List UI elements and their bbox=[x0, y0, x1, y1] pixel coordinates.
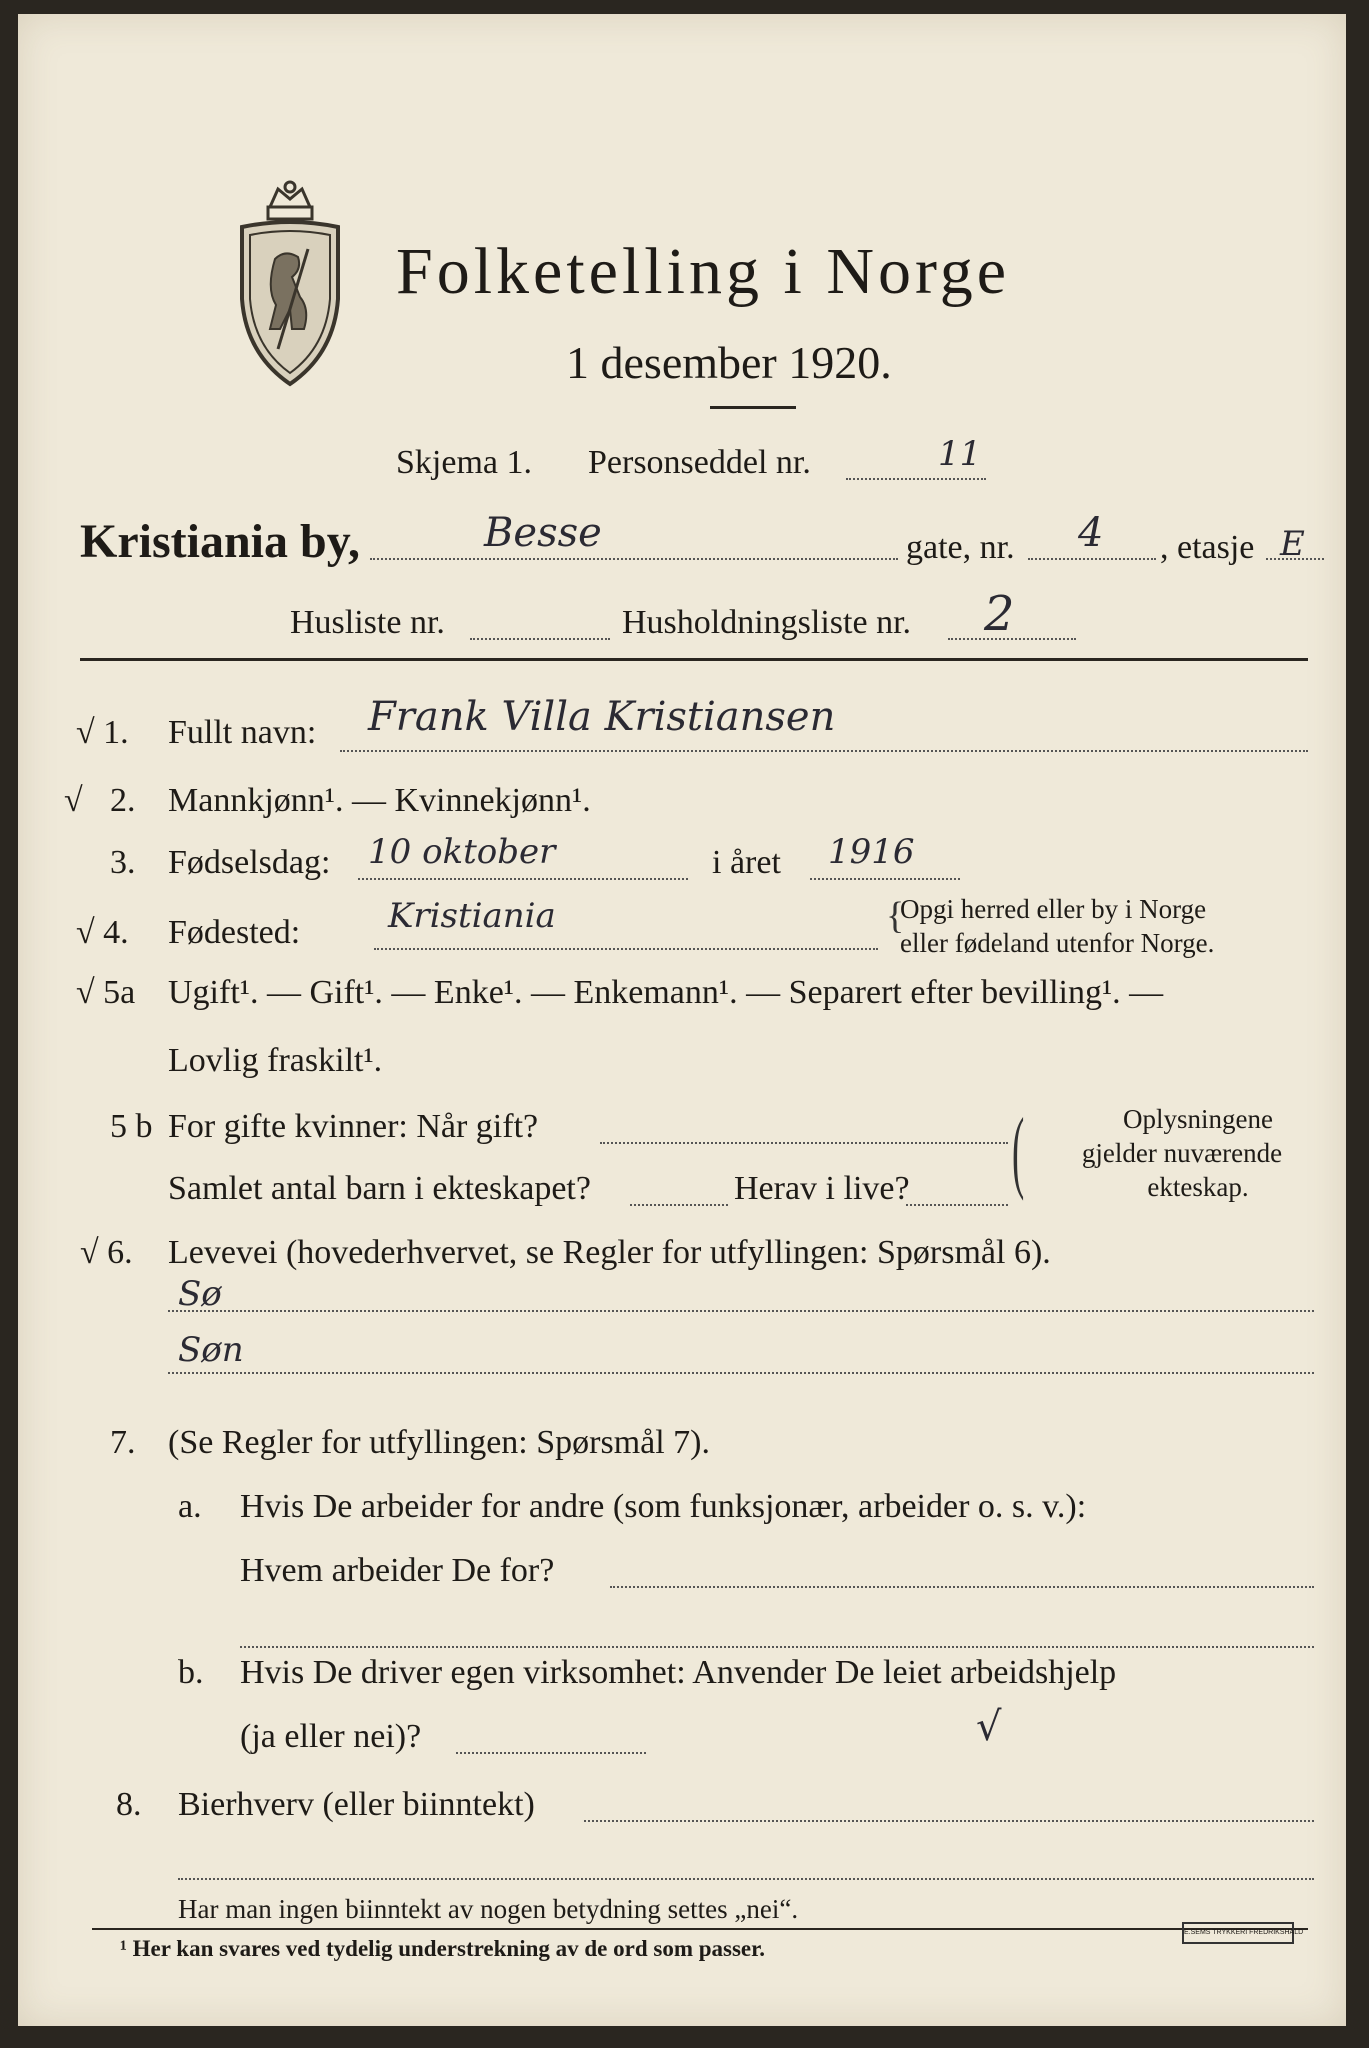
q4-value: Kristiania bbox=[388, 896, 556, 936]
q7b-text: Hvis De driver egen virksomhet: Anvender De leiet arbeidshjelp bbox=[240, 1654, 1117, 1691]
q6-line2 bbox=[168, 1372, 1314, 1374]
husliste-label: Husliste nr. bbox=[290, 604, 445, 641]
q7b-text2: (ja eller nei)? bbox=[240, 1718, 422, 1755]
q5b-line2 bbox=[630, 1204, 728, 1206]
q7a-text2: Hvem arbeider De for? bbox=[240, 1552, 555, 1589]
q3-year-line bbox=[810, 878, 960, 880]
q5a-number: √ 5a bbox=[76, 974, 136, 1011]
street-line bbox=[370, 558, 898, 560]
q7a-number: a. bbox=[178, 1488, 202, 1525]
form-date: 1 desember 1920. bbox=[566, 337, 892, 388]
gate-value: 4 bbox=[1078, 510, 1104, 556]
q6-value1: Sø bbox=[178, 1274, 222, 1314]
q1-number: √ 1. bbox=[76, 714, 129, 751]
q7b-number: b. bbox=[178, 1654, 204, 1691]
q4-number: √ 4. bbox=[76, 914, 129, 951]
coat-of-arms-icon bbox=[230, 179, 350, 389]
q7a-line2 bbox=[240, 1646, 1314, 1648]
etasje-value: E bbox=[1280, 524, 1305, 564]
husliste-line bbox=[470, 638, 610, 640]
q4-note1: Opgi herred eller by i Norge bbox=[900, 894, 1207, 924]
husholdning-label: Husholdningsliste nr. bbox=[622, 604, 912, 641]
q1-value: Frank Villa Kristiansen bbox=[368, 694, 836, 740]
q5b-note3: ekteskap. bbox=[1147, 1172, 1249, 1202]
footnote: ¹ Her kan svares ved tydelig understrekning av de ord som passer. bbox=[120, 1936, 765, 1961]
city-label: Kristiania by, bbox=[80, 515, 361, 568]
census-form bbox=[18, 14, 1346, 2026]
q8-number: 8. bbox=[116, 1786, 142, 1823]
q7-text: (Se Regler for utfyllingen: Spørsmål 7). bbox=[168, 1424, 711, 1461]
q8-line2 bbox=[178, 1878, 1314, 1880]
q8-text: Bierhverv (eller biinntekt) bbox=[178, 1786, 535, 1823]
husholdning-value: 2 bbox=[984, 586, 1015, 642]
q3-line bbox=[358, 878, 688, 880]
q8-line1 bbox=[584, 1820, 1314, 1822]
q5b-brace: ( bbox=[1012, 1099, 1025, 1201]
q6-line1 bbox=[168, 1310, 1314, 1312]
gate-line bbox=[1028, 558, 1156, 560]
q4-line bbox=[374, 948, 878, 950]
q5b-note2: gjelder nuværende bbox=[1081, 1138, 1283, 1168]
q4-brace: { bbox=[886, 895, 905, 937]
q5b-number: 5 b bbox=[110, 1108, 153, 1145]
q2-text: Mannkjønn¹. — Kvinnekjønn¹. bbox=[168, 782, 591, 819]
printer-stamp: E.SEMS TRYKKERI FREDRIKSHALD bbox=[1182, 1922, 1294, 1944]
q4-note2: eller fødeland utenfor Norge. bbox=[900, 928, 1215, 958]
q4-label: Fødested: bbox=[168, 914, 301, 951]
skjema-label: Skjema 1. bbox=[396, 444, 532, 481]
personseddel-value: 11 bbox=[938, 434, 982, 474]
q6-value2: Søn bbox=[178, 1330, 244, 1370]
q1-line bbox=[340, 750, 1308, 752]
q7b-line bbox=[456, 1752, 646, 1754]
q1-label: Fullt navn: bbox=[168, 714, 317, 751]
q3-year-value: 1916 bbox=[828, 832, 915, 872]
footer-divider bbox=[92, 1928, 1308, 1930]
q5a-text: Ugift¹. — Gift¹. — Enke¹. — Enkemann¹. — Separert efter bevilling¹. — bbox=[168, 974, 1164, 1011]
q3-year-label: i året bbox=[712, 844, 781, 881]
gate-label: gate, nr. bbox=[906, 529, 1015, 566]
q7a-line1 bbox=[610, 1586, 1314, 1588]
q5b-note1: Oplysningene bbox=[1123, 1104, 1273, 1134]
q5a-text2: Lovlig fraskilt¹. bbox=[168, 1042, 383, 1079]
q7-number: 7. bbox=[110, 1424, 136, 1461]
q2-number: 2. bbox=[110, 782, 136, 819]
form-title: Folketelling i Norge bbox=[396, 235, 1011, 308]
q6-text: Levevei (hovederhvervet, se Regler for utfyllingen: Spørsmål 6). bbox=[168, 1234, 1051, 1271]
personseddel-label: Personseddel nr. bbox=[588, 444, 811, 481]
personseddel-line bbox=[846, 478, 986, 480]
street-value: Besse bbox=[484, 510, 602, 556]
etasje-label: , etasje bbox=[1160, 529, 1255, 566]
q7b-value: √ bbox=[976, 1704, 1002, 1750]
q6-number: √ 6. bbox=[80, 1234, 133, 1271]
q3-label: Fødselsdag: bbox=[168, 844, 331, 881]
q5b-line1 bbox=[600, 1142, 1008, 1144]
q5b-line3 bbox=[906, 1204, 1008, 1206]
title-divider bbox=[710, 406, 796, 409]
q2-check: √ bbox=[64, 782, 83, 819]
q7a-text: Hvis De arbeider for andre (som funksjonær, arbeider o. s. v.): bbox=[240, 1488, 1087, 1525]
q3-value: 10 oktober bbox=[368, 832, 556, 872]
q3-number: 3. bbox=[110, 844, 136, 881]
header-divider bbox=[80, 658, 1308, 661]
footer-note: Har man ingen biinntekt av nogen betydning settes „nei“. bbox=[178, 1894, 799, 1924]
q5b-label2: Samlet antal barn i ekteskapet? bbox=[168, 1170, 591, 1207]
q5b-label1: For gifte kvinner: Når gift? bbox=[168, 1108, 539, 1145]
q5b-label3: Herav i live? bbox=[734, 1170, 910, 1207]
